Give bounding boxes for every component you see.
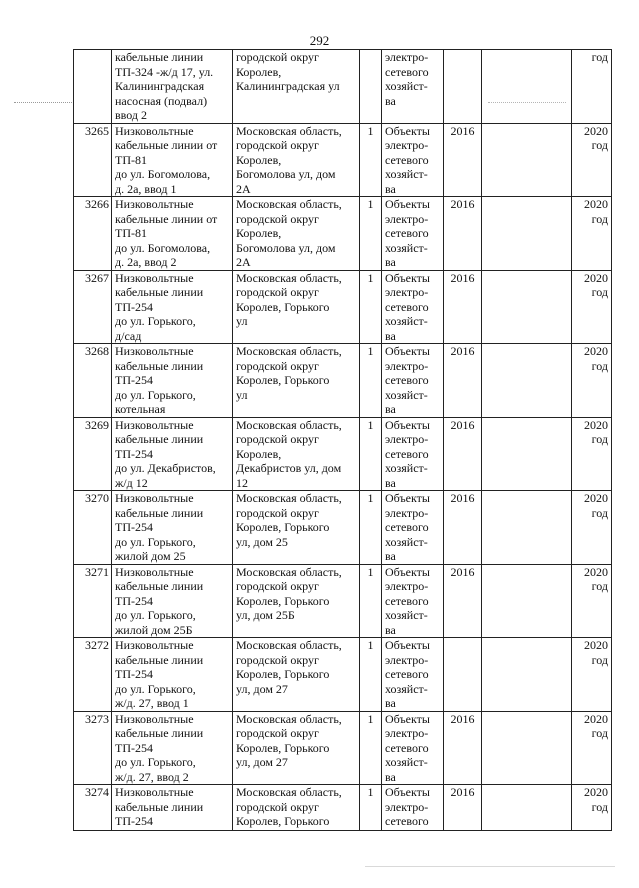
object-address-text: Московская область, городской округ Королев, Горького ул — [236, 344, 342, 402]
cell-object-count — [360, 564, 382, 638]
cell-end-year — [572, 123, 612, 197]
start-year-text: 2016 — [450, 711, 475, 726]
cell-start-year — [444, 197, 482, 271]
object-name-text: кабельные линии ТП-324 -ж/д 17, ул. Калининградская насосная (подвал) ввод 2 — [115, 50, 214, 122]
cell-object-address — [233, 270, 360, 344]
object-category-text: электро- сетевого хозяйст- ва — [385, 50, 429, 108]
table-row — [74, 711, 612, 785]
cell-empty-cell — [482, 123, 572, 197]
object-name-text: Низковольтные кабельные линии от ТП-81 до ул. Богомолова, д. 2а, ввод 2 — [115, 197, 218, 269]
cell-start-year — [444, 50, 482, 124]
cell-object-category — [382, 785, 444, 831]
cell-object-name — [112, 638, 233, 712]
cell-object-count — [360, 638, 382, 712]
row-number-text: 3268 — [85, 344, 109, 358]
object-address-text: Московская область, городской округ Королев, Горького ул, дом 25 — [236, 491, 342, 549]
cell-empty-cell — [482, 785, 572, 831]
cell-end-year — [572, 417, 612, 491]
start-year-text: 2016 — [450, 344, 475, 358]
scan-artifact-bottom — [365, 866, 615, 868]
registry-table — [73, 49, 612, 831]
end-year-text: 2020 год — [584, 491, 608, 520]
cell-object-category — [382, 564, 444, 638]
object-address-text: Московская область, городской округ Королев, Декабристов ул, дом 12 — [236, 417, 342, 490]
object-address-text: Московская область, городской округ Королев, Горького ул — [236, 270, 342, 328]
table-row — [74, 638, 612, 712]
cell-row-number — [74, 785, 112, 831]
cell-object-name — [112, 785, 233, 831]
cell-empty-cell — [482, 50, 572, 124]
cell-object-count — [360, 711, 382, 785]
cell-row-number — [74, 270, 112, 344]
cell-object-name — [112, 417, 233, 491]
cell-row-number — [74, 564, 112, 638]
start-year-text: 2016 — [450, 491, 475, 505]
start-year-text: 2016 — [450, 197, 475, 211]
object-category-text: Объекты электро- сетевого хозяйст- ва — [385, 197, 430, 269]
cell-object-count — [360, 785, 382, 831]
object-count-text: 1 — [367, 785, 374, 799]
object-name-text: Низковольтные кабельные линии ТП-254 до ул. Декабристов, ж/д 12 — [115, 417, 216, 490]
object-address-text: Московская область, городской округ Королев, Горького ул, дом 27 — [236, 638, 342, 696]
object-count-text: 1 — [367, 344, 374, 358]
cell-object-category — [382, 123, 444, 197]
object-count-text: 1 — [367, 564, 374, 579]
cell-row-number — [74, 417, 112, 491]
cell-row-number — [74, 638, 112, 712]
table-row — [74, 344, 612, 418]
cell-object-address — [233, 197, 360, 271]
object-category-text: Объекты электро- сетевого хозяйст- ва — [385, 123, 430, 196]
cell-object-count — [360, 270, 382, 344]
object-category-text: Объекты электро- сетевого хозяйст- ва — [385, 711, 430, 784]
object-category-text: Объекты электро- сетевого хозяйст- ва — [385, 270, 430, 343]
cell-row-number — [74, 50, 112, 124]
cell-empty-cell — [482, 344, 572, 418]
end-year-text: 2020 год — [584, 711, 608, 740]
cell-start-year — [444, 123, 482, 197]
end-year-text: 2020 год — [584, 344, 608, 373]
table-row — [74, 270, 612, 344]
row-number-text: 3266 — [85, 197, 109, 211]
cell-end-year — [572, 50, 612, 124]
object-name-text: Низковольтные кабельные линии ТП-254 до ул. Горького, ж/д. 27, ввод 1 — [115, 638, 204, 710]
cell-row-number — [74, 491, 112, 565]
object-category-text: Объекты электро- сетевого — [385, 785, 430, 828]
object-count-text: 1 — [367, 270, 374, 285]
cell-object-name — [112, 50, 233, 124]
table-row — [74, 491, 612, 565]
end-year-text: 2020 год — [584, 270, 608, 299]
cell-end-year — [572, 270, 612, 344]
table-row — [74, 123, 612, 197]
start-year-text: 2016 — [450, 417, 475, 432]
object-address-text: Московская область, городской округ Королев, Богомолова ул, дом 2А — [236, 197, 342, 269]
end-year-text: год — [591, 50, 608, 64]
object-name-text: Низковольтные кабельные линии ТП-254 до ул. Горького, д/сад — [115, 270, 204, 343]
cell-object-category — [382, 711, 444, 785]
cell-object-count — [360, 197, 382, 271]
object-count-text: 1 — [367, 638, 374, 652]
cell-object-category — [382, 50, 444, 124]
object-name-text: Низковольтные кабельные линии от ТП-81 до ул. Богомолова, д. 2а, ввод 1 — [115, 123, 218, 196]
table-row — [74, 417, 612, 491]
cell-object-count — [360, 491, 382, 565]
end-year-text: 2020 год — [584, 417, 608, 446]
cell-object-address — [233, 711, 360, 785]
cell-object-category — [382, 197, 444, 271]
object-name-text: Низковольтные кабельные линии ТП-254 до ул. Горького, жилой дом 25Б — [115, 564, 204, 637]
object-category-text: Объекты электро- сетевого хозяйст- ва — [385, 564, 430, 637]
cell-row-number — [74, 344, 112, 418]
object-count-text: 1 — [367, 197, 374, 211]
cell-object-address — [233, 564, 360, 638]
cell-object-name — [112, 197, 233, 271]
cell-start-year — [444, 638, 482, 712]
cell-start-year — [444, 270, 482, 344]
object-address-text: Московская область, городской округ Королев, Богомолова ул, дом 2А — [236, 123, 342, 196]
object-address-text: Московская область, городской округ Королев, Горького — [236, 785, 342, 828]
cell-object-name — [112, 491, 233, 565]
page-number: 292 — [309, 33, 330, 48]
object-address-text: городской округ Королев, Калининградская ул — [236, 50, 340, 93]
cell-end-year — [572, 197, 612, 271]
table-row — [74, 564, 612, 638]
object-name-text: Низковольтные кабельные линии ТП-254 до ул. Горького, жилой дом 25 — [115, 491, 204, 563]
cell-start-year — [444, 711, 482, 785]
cell-start-year — [444, 564, 482, 638]
object-count-text: 1 — [367, 417, 374, 432]
table-row — [74, 197, 612, 271]
object-name-text: Низковольтные кабельные линии ТП-254 до ул. Горького, ж/д. 27, ввод 2 — [115, 711, 204, 784]
cell-object-count — [360, 50, 382, 124]
cell-empty-cell — [482, 711, 572, 785]
end-year-text: 2020 год — [584, 785, 608, 814]
cell-row-number — [74, 123, 112, 197]
object-category-text: Объекты электро- сетевого хозяйст- ва — [385, 638, 430, 710]
start-year-text: 2016 — [450, 785, 475, 799]
cell-end-year — [572, 344, 612, 418]
object-count-text: 1 — [367, 711, 374, 726]
object-count-text: 1 — [367, 491, 374, 505]
cell-start-year — [444, 417, 482, 491]
cell-object-count — [360, 417, 382, 491]
cell-object-category — [382, 638, 444, 712]
table-row — [74, 785, 612, 831]
cell-object-count — [360, 344, 382, 418]
table-body — [74, 50, 612, 831]
cell-object-address — [233, 123, 360, 197]
object-name-text: Низковольтные кабельные линии ТП-254 до ул. Горького, котельная — [115, 344, 204, 416]
object-name-text: Низковольтные кабельные линии ТП-254 — [115, 785, 204, 828]
cell-row-number — [74, 197, 112, 271]
cell-start-year — [444, 785, 482, 831]
cell-object-address — [233, 491, 360, 565]
cell-row-number — [74, 711, 112, 785]
object-address-text: Московская область, городской округ Королев, Горького ул, дом 25Б — [236, 564, 342, 622]
end-year-text: 2020 год — [584, 123, 608, 152]
cell-object-category — [382, 491, 444, 565]
start-year-text: 2016 — [450, 123, 475, 138]
object-address-text: Московская область, городской округ Королев, Горького ул, дом 27 — [236, 711, 342, 769]
cell-empty-cell — [482, 197, 572, 271]
cell-object-category — [382, 344, 444, 418]
cell-empty-cell — [482, 491, 572, 565]
cell-object-name — [112, 123, 233, 197]
scan-artifact-left — [14, 102, 72, 104]
object-category-text: Объекты электро- сетевого хозяйст- ва — [385, 344, 430, 416]
cell-empty-cell — [482, 564, 572, 638]
object-category-text: Объекты электро- сетевого хозяйст- ва — [385, 491, 430, 563]
start-year-text: 2016 — [450, 270, 475, 285]
cell-empty-cell — [482, 638, 572, 712]
cell-object-count — [360, 123, 382, 197]
cell-object-address — [233, 785, 360, 831]
row-number-text: 3273 — [85, 711, 109, 726]
cell-start-year — [444, 491, 482, 565]
cell-object-name — [112, 270, 233, 344]
cell-end-year — [572, 564, 612, 638]
cell-object-address — [233, 50, 360, 124]
cell-end-year — [572, 491, 612, 565]
row-number-text: 3271 — [85, 564, 109, 579]
row-number-text: 3267 — [85, 270, 109, 285]
table-row — [74, 50, 612, 124]
cell-object-category — [382, 270, 444, 344]
cell-object-category — [382, 417, 444, 491]
object-category-text: Объекты электро- сетевого хозяйст- ва — [385, 417, 430, 490]
cell-object-name — [112, 711, 233, 785]
cell-object-address — [233, 417, 360, 491]
cell-object-name — [112, 344, 233, 418]
end-year-text: 2020 год — [584, 564, 608, 593]
cell-start-year — [444, 344, 482, 418]
cell-object-address — [233, 344, 360, 418]
row-number-text: 3265 — [85, 123, 109, 138]
cell-end-year — [572, 711, 612, 785]
row-number-text: 3274 — [85, 785, 109, 799]
cell-empty-cell — [482, 417, 572, 491]
cell-empty-cell — [482, 270, 572, 344]
row-number-text: 3269 — [85, 417, 109, 432]
cell-end-year — [572, 785, 612, 831]
start-year-text: 2016 — [450, 564, 475, 579]
object-count-text: 1 — [367, 123, 374, 138]
cell-end-year — [572, 638, 612, 712]
row-number-text: 3270 — [85, 491, 109, 505]
end-year-text: 2020 год — [584, 197, 608, 226]
row-number-text: 3272 — [85, 638, 109, 652]
end-year-text: 2020 год — [584, 638, 608, 667]
cell-object-name — [112, 564, 233, 638]
cell-object-address — [233, 638, 360, 712]
